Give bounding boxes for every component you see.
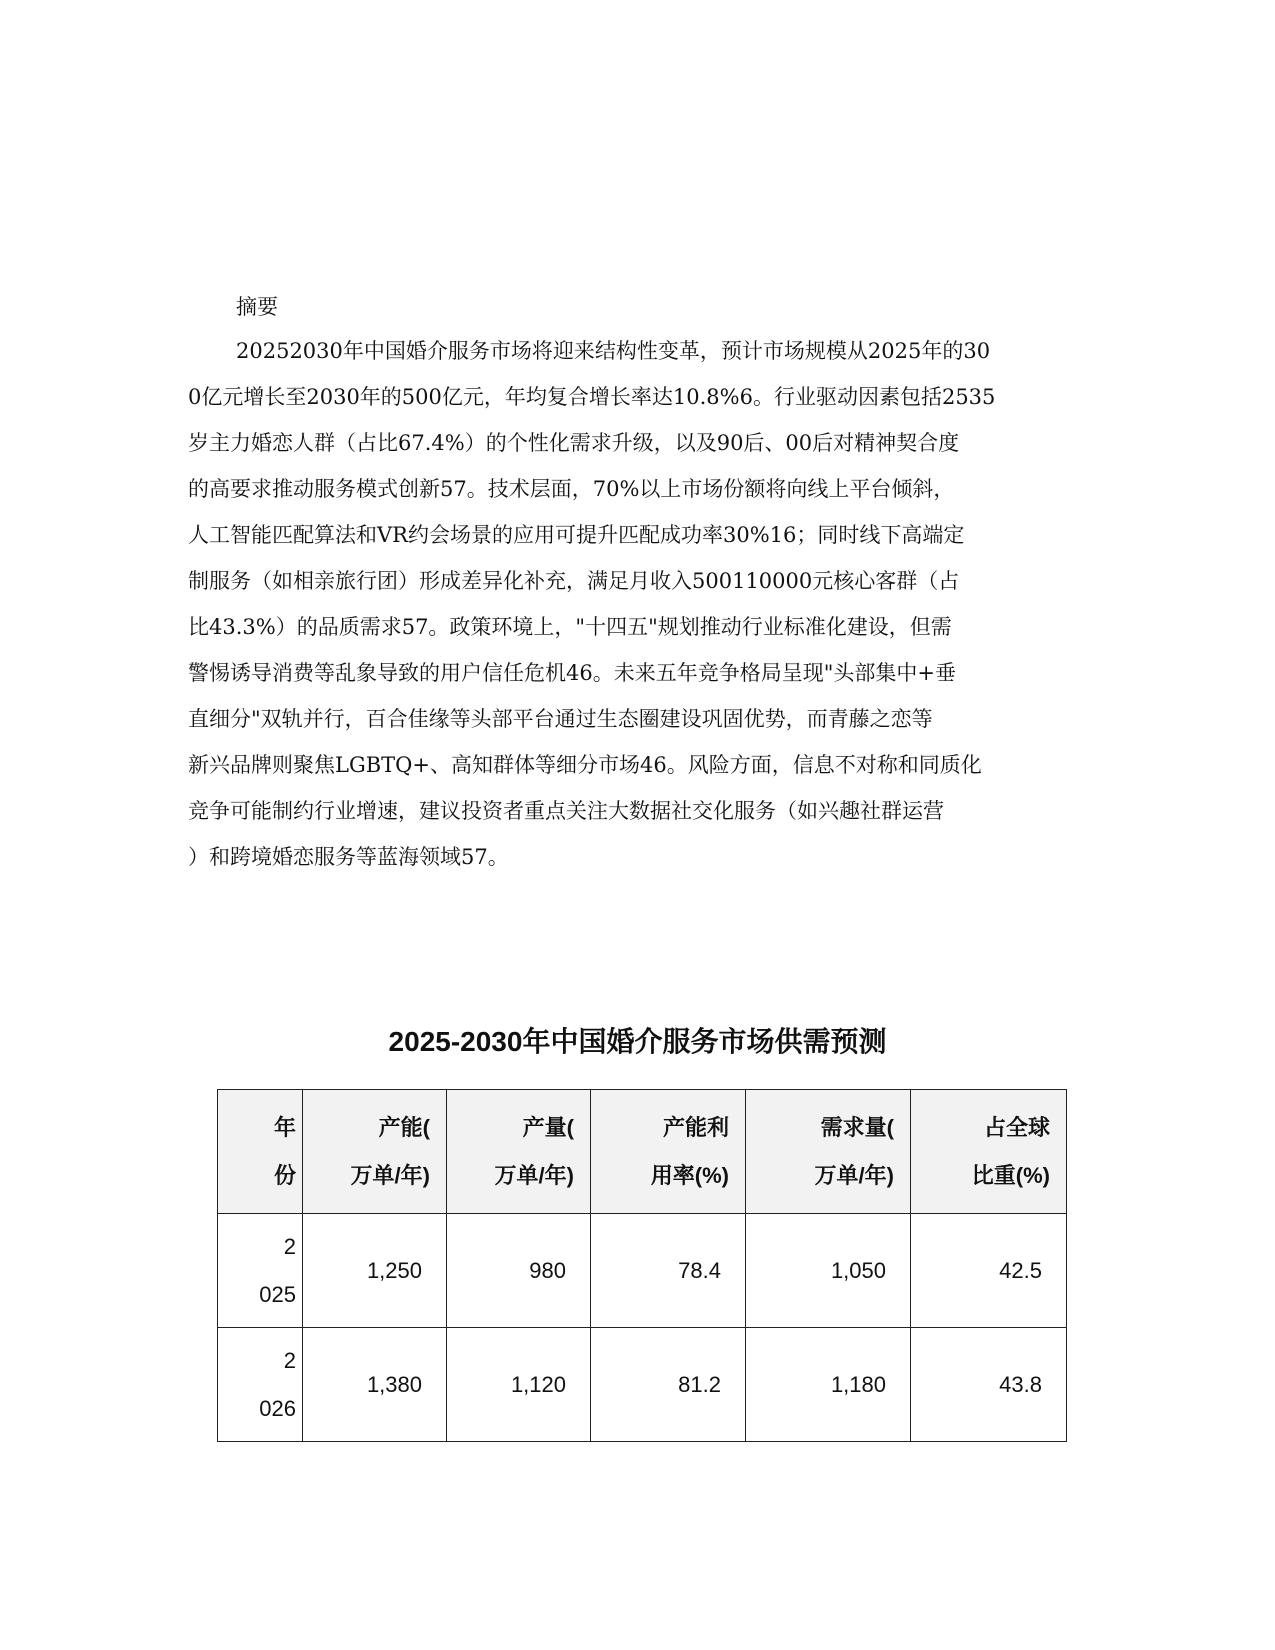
cell-output: 1,120 [447, 1328, 591, 1442]
header-line: 产能利 [662, 1114, 729, 1140]
cell-utilization: 81.2 [591, 1328, 746, 1442]
abstract-line: 警惕诱导消费等乱象导致的用户信任危机46。未来五年竞争格局呈现"头部集中+垂 [188, 661, 956, 685]
table-row [218, 1214, 1067, 1328]
cell-capacity: 1,380 [303, 1328, 447, 1442]
abstract-line: ）和跨境婚恋服务等蓝海领域57。 [188, 845, 509, 869]
header-line: 用率(%) [650, 1162, 729, 1188]
header-line: 比重(%) [971, 1162, 1050, 1188]
cell-year [218, 1328, 303, 1442]
abstract-heading: 摘要 [236, 295, 278, 319]
header-utilization [591, 1090, 746, 1214]
header-line: 万单/年) [350, 1162, 430, 1188]
abstract-line: 直细分"双轨并行，百合佳缘等头部平台通过生态圈建设巩固优势，而青藤之恋等 [188, 707, 933, 731]
table-title: 2025-2030年中国婚介服务市场供需预测 [388, 1026, 887, 1057]
table-row [218, 1328, 1067, 1442]
cell-demand: 1,180 [746, 1328, 911, 1442]
cell-year [218, 1214, 303, 1328]
cell-global-share: 43.8 [911, 1328, 1067, 1442]
table-header-row [218, 1090, 1067, 1214]
header-line: 万单/年) [494, 1162, 574, 1188]
header-line: 产能( [378, 1114, 430, 1140]
abstract-line: 20252030年中国婚介服务市场将迎来结构性变革，预计市场规模从2025年的30 [236, 339, 991, 363]
year-line: 026 [259, 1395, 296, 1421]
supply-demand-table [217, 1089, 1067, 1442]
abstract-line: 制服务（如相亲旅行团）形成差异化补充，满足月收入500110000元核心客群（占 [188, 569, 960, 593]
header-line: 份 [273, 1162, 296, 1188]
header-year [218, 1090, 303, 1214]
cell-global-share: 42.5 [911, 1214, 1067, 1328]
year-line: 2 [283, 1233, 296, 1259]
abstract-line: 岁主力婚恋人群（占比67.4%）的个性化需求升级，以及90后、00后对精神契合度 [188, 431, 960, 455]
cell-utilization: 78.4 [591, 1214, 746, 1328]
year-line: 025 [259, 1281, 296, 1307]
header-line: 万单/年) [814, 1162, 894, 1188]
year-line: 2 [283, 1347, 296, 1373]
abstract-line: 0亿元增长至2030年的500亿元，年均复合增长率达10.8%6。行业驱动因素包括2535 [188, 385, 996, 409]
cell-capacity: 1,250 [303, 1214, 447, 1328]
cell-demand: 1,050 [746, 1214, 911, 1328]
header-global-share [911, 1090, 1067, 1214]
abstract-line: 新兴品牌则聚焦LGBTQ+、高知群体等细分市场46。风险方面，信息不对称和同质化 [188, 753, 982, 777]
abstract-line: 比43.3%）的品质需求57。政策环境上，"十四五"规划推动行业标准化建设，但需 [188, 615, 952, 639]
abstract-line: 人工智能匹配算法和VR约会场景的应用可提升匹配成功率30%16；同时线下高端定 [188, 523, 965, 547]
header-line: 产量( [522, 1114, 574, 1140]
abstract-line: 竞争可能制约行业增速，建议投资者重点关注大数据社交化服务（如兴趣社群运营 [188, 799, 944, 823]
header-capacity [303, 1090, 447, 1214]
cell-output: 980 [447, 1214, 591, 1328]
header-output [447, 1090, 591, 1214]
header-line: 需求量( [820, 1114, 894, 1140]
header-line: 占全球 [983, 1114, 1050, 1140]
header-line: 年 [273, 1114, 296, 1140]
header-demand [746, 1090, 911, 1214]
abstract-line: 的高要求推动服务模式创新57。技术层面，70%以上市场份额将向线上平台倾斜， [188, 477, 955, 501]
